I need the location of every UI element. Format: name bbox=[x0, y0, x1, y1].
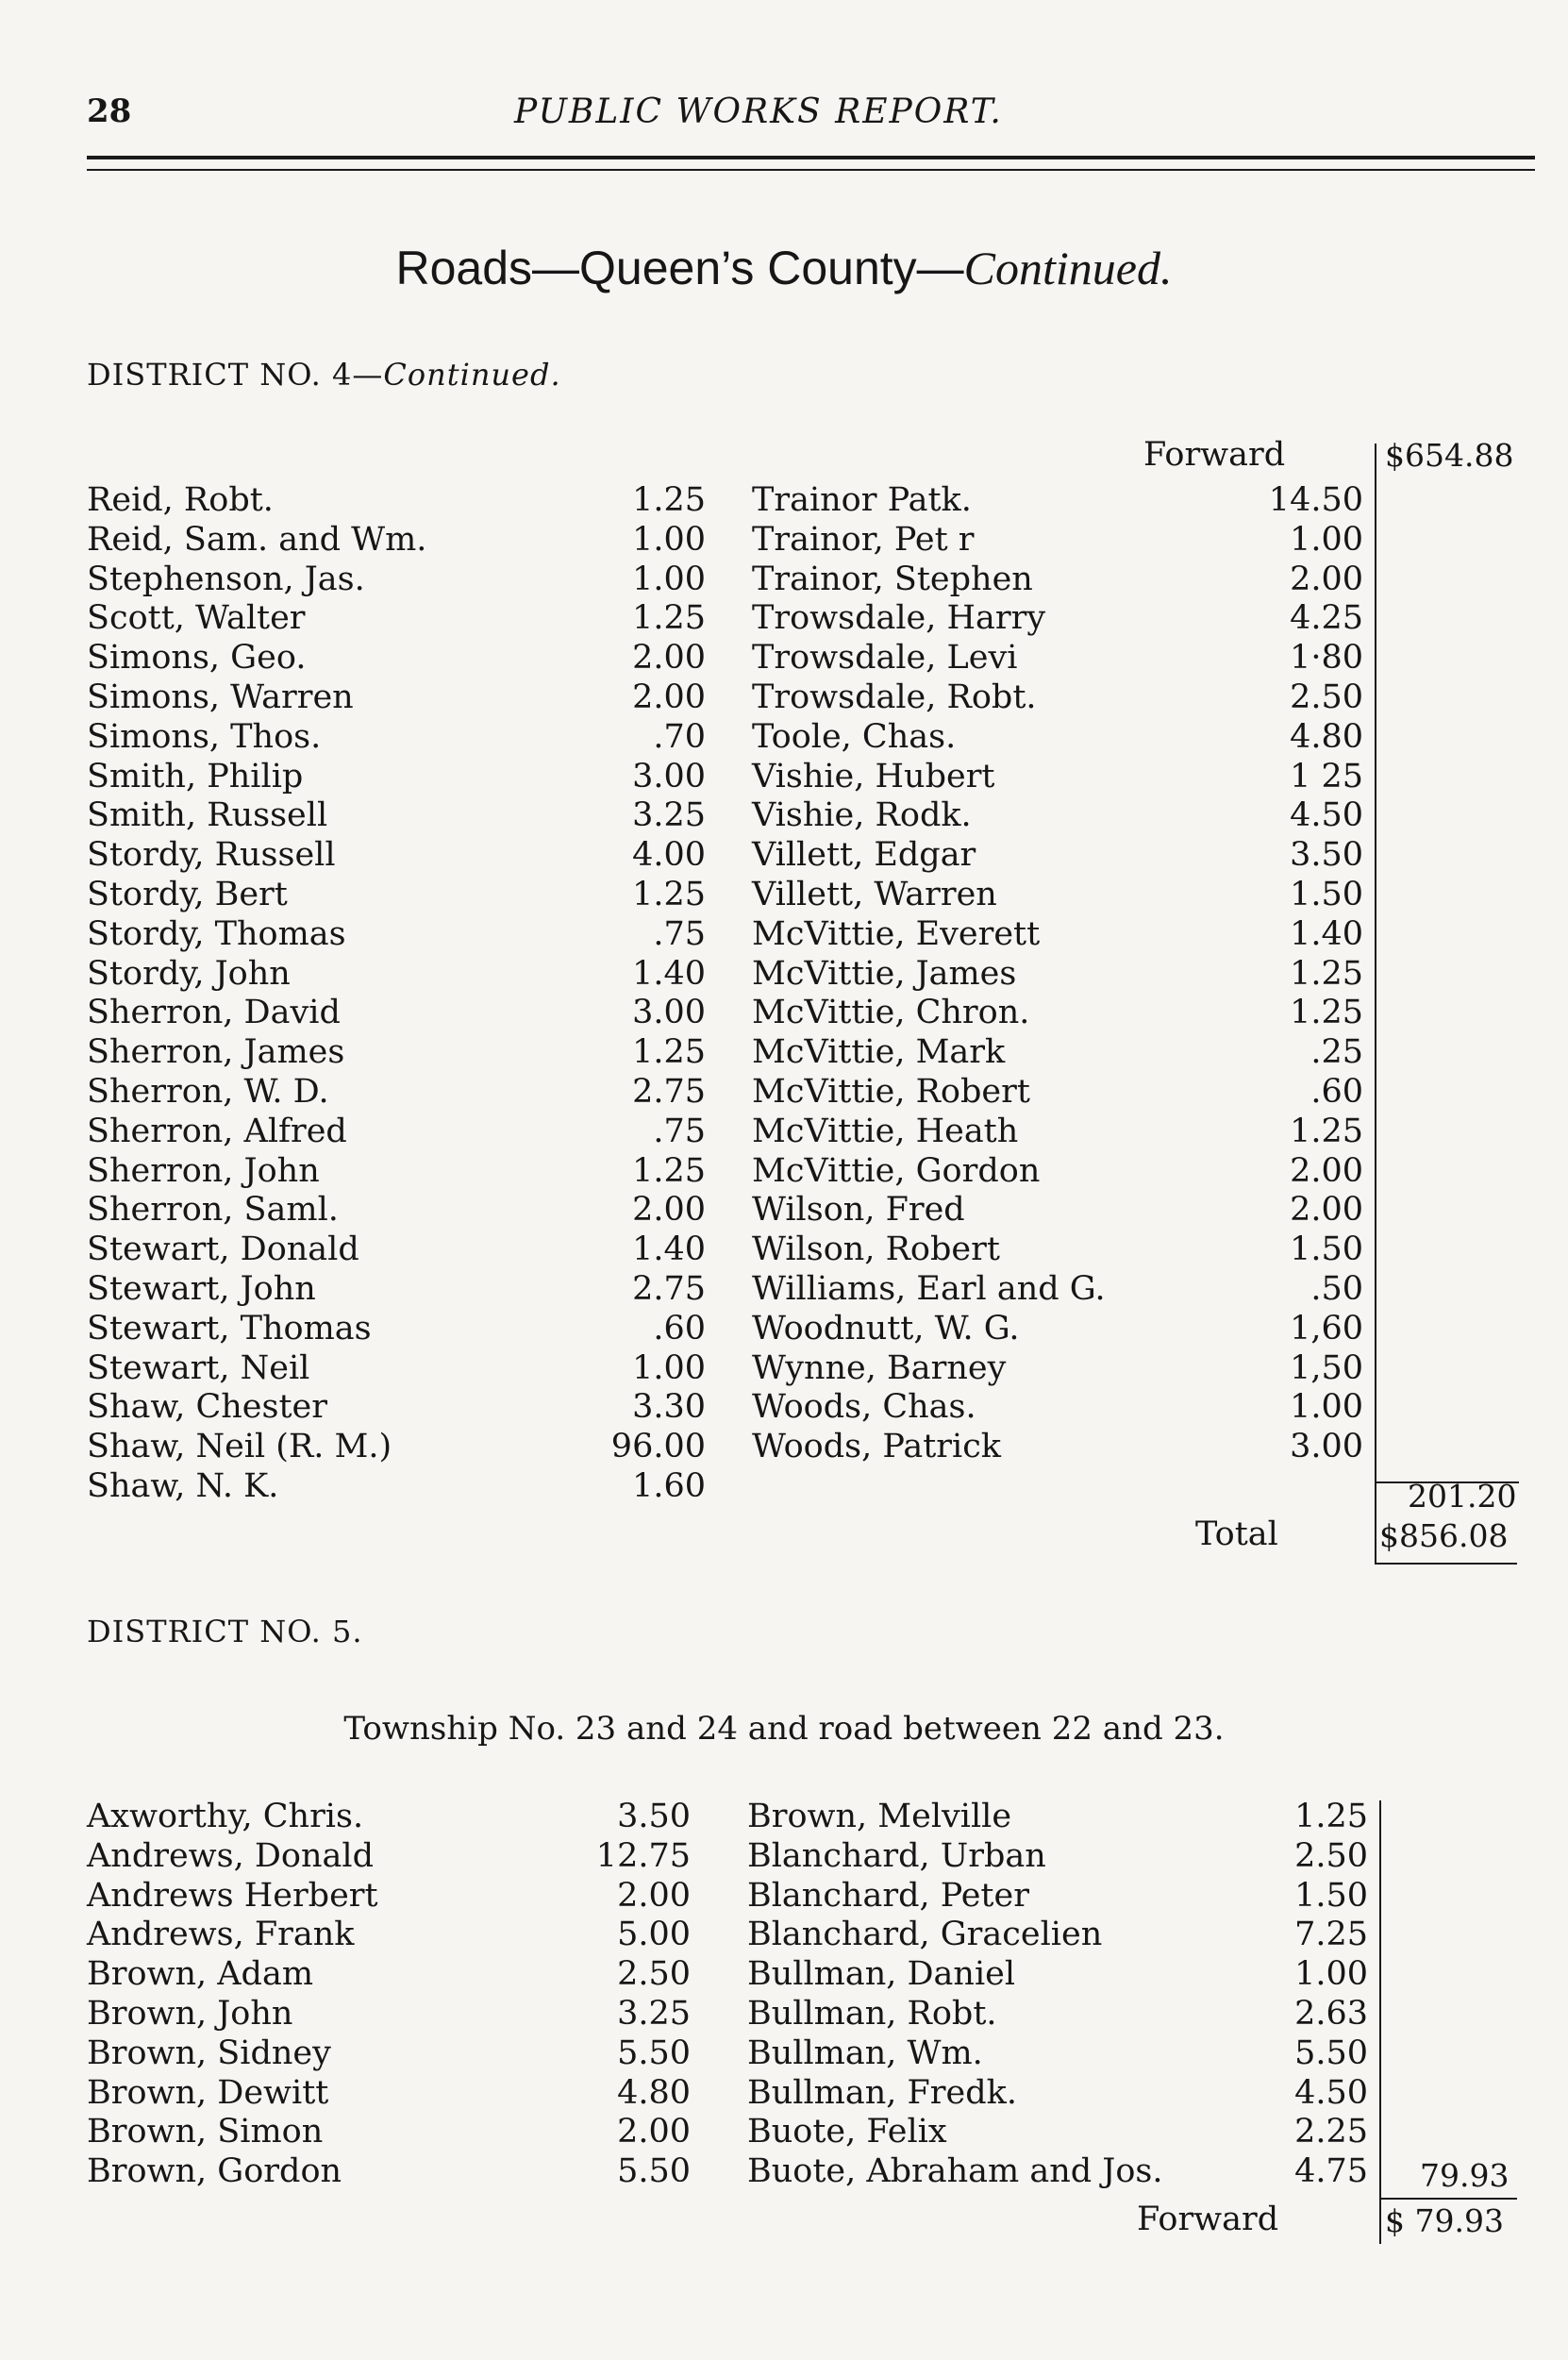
ledger-name: Trainor, Pet r bbox=[752, 520, 975, 559]
ledger-amount: 4.50 bbox=[1290, 796, 1363, 835]
ledger-amount: 2.00 bbox=[617, 2113, 691, 2151]
ledger-name: Brown, Dewitt bbox=[87, 2073, 329, 2112]
ledger-name: Trowsdale, Levi bbox=[752, 639, 1018, 678]
district-4-heading-continued: Continued. bbox=[383, 357, 561, 393]
ledger-name: Brown, Sidney bbox=[87, 2034, 331, 2072]
ledger-row bbox=[747, 1994, 1368, 2034]
ledger-row bbox=[752, 717, 1363, 757]
ledger-row bbox=[87, 638, 706, 678]
ledger-name: Smith, Philip bbox=[87, 757, 304, 795]
header-rule-thin bbox=[87, 169, 1535, 171]
ledger-name: Trainor Patk. bbox=[752, 481, 972, 519]
ledger-amount: 1.40 bbox=[632, 954, 706, 993]
ledger-amount: .25 bbox=[1310, 1033, 1363, 1072]
district-4-sum-column-rule bbox=[1375, 444, 1376, 1565]
ledger-row bbox=[87, 1797, 691, 1836]
ledger-row bbox=[87, 795, 706, 835]
ledger-name: Andrews Herbert bbox=[87, 1876, 378, 1915]
ledger-row bbox=[752, 1032, 1363, 1072]
ledger-amount: 1.25 bbox=[1290, 954, 1363, 993]
ledger-row bbox=[752, 560, 1363, 599]
ledger-name: Williams, Earl and G. bbox=[752, 1270, 1106, 1308]
ledger-row bbox=[87, 954, 706, 994]
ledger-amount: 2.00 bbox=[632, 678, 706, 716]
district-5-subtotal: 79.93 bbox=[1420, 2157, 1510, 2194]
district-5-forward-value: $ 79.93 bbox=[1385, 2202, 1504, 2239]
ledger-name: Simons, Thos. bbox=[87, 717, 322, 756]
ledger-name: Stordy, Russell bbox=[87, 836, 336, 875]
ledger-name: Villett, Edgar bbox=[752, 836, 976, 875]
ledger-row bbox=[752, 678, 1363, 717]
ledger-amount: 3.30 bbox=[632, 1388, 706, 1427]
ledger-row bbox=[87, 1112, 706, 1151]
ledger-name: Axworthy, Chris. bbox=[87, 1798, 364, 1835]
ledger-amount: 1.00 bbox=[632, 560, 706, 598]
ledger-name: Sherron, David bbox=[87, 994, 341, 1032]
ledger-amount: 5.50 bbox=[1294, 2034, 1368, 2072]
ledger-amount: 4.00 bbox=[632, 836, 706, 875]
ledger-name: Brown, Melville bbox=[747, 1798, 1012, 1835]
district-4-total-label: Total bbox=[1195, 1515, 1278, 1553]
ledger-amount: 1.25 bbox=[1294, 1798, 1368, 1835]
ledger-amount: 2.00 bbox=[632, 639, 706, 678]
ledger-name: Reid, Sam. and Wm. bbox=[87, 520, 427, 559]
ledger-amount: 4.25 bbox=[1290, 599, 1363, 638]
ledger-row bbox=[87, 1387, 706, 1427]
ledger-amount: 1.25 bbox=[1290, 1112, 1363, 1150]
ledger-row bbox=[87, 1190, 706, 1230]
ledger-row bbox=[747, 1954, 1368, 1994]
running-head: PUBLIC WORKS REPORT. bbox=[514, 92, 1003, 131]
ledger-row bbox=[87, 757, 706, 796]
ledger-amount: 1 25 bbox=[1290, 757, 1363, 795]
ledger-amount: 1.00 bbox=[632, 1348, 706, 1387]
ledger-row bbox=[87, 875, 706, 914]
ledger-name: Shaw, Chester bbox=[87, 1388, 327, 1427]
ledger-name: McVittie, Gordon bbox=[752, 1151, 1041, 1190]
ledger-amount: 1.60 bbox=[632, 1467, 706, 1505]
ledger-name: Bullman, Fredk. bbox=[747, 2073, 1017, 2112]
ledger-row bbox=[752, 638, 1363, 678]
ledger-row bbox=[747, 1797, 1368, 1836]
ledger-row bbox=[87, 1269, 706, 1309]
district-4-forward-value: $654.88 bbox=[1385, 437, 1514, 474]
ledger-row bbox=[752, 598, 1363, 638]
ledger-amount: 2.75 bbox=[632, 1073, 706, 1111]
district-4-forward-label: Forward bbox=[1143, 436, 1286, 474]
ledger-amount: .60 bbox=[1310, 1073, 1363, 1111]
ledger-name: Villett, Warren bbox=[752, 876, 997, 913]
ledger-name: Stewart, Donald bbox=[87, 1230, 359, 1269]
ledger-amount: 1.50 bbox=[1290, 1230, 1363, 1269]
ledger-name: McVittie, Robert bbox=[752, 1073, 1030, 1111]
ledger-amount: 5.00 bbox=[617, 1916, 691, 1954]
ledger-amount: 1·80 bbox=[1290, 639, 1363, 678]
ledger-amount: 2.00 bbox=[617, 1876, 691, 1915]
ledger-name: Simons, Geo. bbox=[87, 639, 307, 678]
district-5-sum-column-rule bbox=[1379, 1800, 1381, 2244]
ledger-name: Brown, Simon bbox=[87, 2113, 324, 2151]
district-5-heading: DISTRICT NO. 5. bbox=[87, 1614, 363, 1649]
ledger-amount: .60 bbox=[653, 1309, 706, 1347]
ledger-amount: 3.00 bbox=[632, 994, 706, 1032]
ledger-row bbox=[752, 1112, 1363, 1151]
ledger-amount: 3.50 bbox=[617, 1798, 691, 1835]
district-4-heading-text: DISTRICT NO. 4— bbox=[87, 357, 384, 393]
ledger-name: Blanchard, Gracelien bbox=[747, 1916, 1103, 1954]
ledger-row bbox=[747, 1836, 1368, 1876]
ledger-amount: 1.25 bbox=[632, 481, 706, 519]
ledger-name: Vishie, Hubert bbox=[752, 757, 995, 795]
ledger-amount: 2.00 bbox=[1290, 1151, 1363, 1190]
district-4-total-rule bbox=[1376, 1563, 1517, 1565]
ledger-name: Sherron, John bbox=[87, 1151, 320, 1190]
ledger-row bbox=[87, 2034, 691, 2073]
ledger-amount: 2.00 bbox=[1290, 560, 1363, 598]
ledger-row bbox=[752, 875, 1363, 914]
ledger-name: Stewart, John bbox=[87, 1270, 316, 1308]
ledger-row bbox=[752, 993, 1363, 1032]
ledger-amount: 2.50 bbox=[1294, 1836, 1368, 1875]
ledger-row bbox=[747, 1915, 1368, 1954]
ledger-row bbox=[87, 1348, 706, 1388]
ledger-amount: 2.00 bbox=[632, 1191, 706, 1230]
district-5-subtotal-rule bbox=[1380, 2198, 1517, 2200]
ledger-amount: 2.50 bbox=[1290, 678, 1363, 716]
ledger-name: Sherron, Saml. bbox=[87, 1191, 339, 1230]
ledger-amount: .75 bbox=[653, 1112, 706, 1150]
ledger-amount: .75 bbox=[653, 914, 706, 953]
ledger-row bbox=[752, 835, 1363, 875]
ledger-row bbox=[87, 993, 706, 1032]
ledger-name: Toole, Chas. bbox=[752, 717, 957, 756]
ledger-row bbox=[87, 1072, 706, 1112]
ledger-row bbox=[87, 835, 706, 875]
ledger-amount: 3.00 bbox=[632, 757, 706, 795]
ledger-name: Wilson, Robert bbox=[752, 1230, 1000, 1269]
ledger-amount: 2.00 bbox=[1290, 1191, 1363, 1230]
ledger-name: Woods, Chas. bbox=[752, 1388, 976, 1427]
ledger-amount: 1.00 bbox=[1290, 520, 1363, 559]
ledger-amount: 1.00 bbox=[632, 520, 706, 559]
ledger-name: Blanchard, Peter bbox=[747, 1876, 1029, 1915]
ledger-name: Sherron, Alfred bbox=[87, 1112, 347, 1150]
ledger-name: Buote, Abraham and Jos. bbox=[747, 2152, 1163, 2191]
ledger-row bbox=[752, 795, 1363, 835]
ledger-row bbox=[87, 1915, 691, 1954]
ledger-row bbox=[87, 1151, 706, 1191]
ledger-amount: 2.75 bbox=[632, 1270, 706, 1308]
ledger-name: Trowsdale, Harry bbox=[752, 599, 1046, 638]
ledger-amount: 1.25 bbox=[632, 876, 706, 913]
ledger-name: Andrews, Donald bbox=[87, 1836, 374, 1875]
ledger-name: Stewart, Thomas bbox=[87, 1309, 372, 1347]
header-rule bbox=[87, 156, 1535, 159]
ledger-name: Brown, Gordon bbox=[87, 2152, 342, 2191]
ledger-row bbox=[87, 480, 706, 520]
district-5-forward-label: Forward bbox=[1137, 2201, 1279, 2238]
ledger-row bbox=[87, 1836, 691, 1876]
ledger-name: McVittie, James bbox=[752, 954, 1017, 993]
ledger-row bbox=[87, 1230, 706, 1269]
ledger-name: McVittie, Everett bbox=[752, 914, 1041, 953]
ledger-name: Sherron, W. D. bbox=[87, 1073, 329, 1111]
ledger-amount: 4.75 bbox=[1294, 2152, 1368, 2191]
ledger-name: Scott, Walter bbox=[87, 599, 306, 638]
ledger-amount: 1.50 bbox=[1290, 876, 1363, 913]
ledger-amount: .50 bbox=[1310, 1270, 1363, 1308]
ledger-amount: 2.63 bbox=[1294, 1995, 1368, 2033]
ledger-amount: 1.00 bbox=[1294, 1955, 1368, 1994]
ledger-amount: 2.25 bbox=[1294, 2113, 1368, 2151]
ledger-row bbox=[87, 1876, 691, 1916]
ledger-name: Wynne, Barney bbox=[752, 1348, 1007, 1387]
ledger-amount: 3.50 bbox=[1290, 836, 1363, 875]
ledger-row bbox=[752, 1348, 1363, 1388]
ledger-row bbox=[87, 1994, 691, 2034]
ledger-amount: 4.80 bbox=[617, 2073, 691, 2112]
ledger-name: McVittie, Chron. bbox=[752, 994, 1030, 1032]
ledger-name: Andrews, Frank bbox=[87, 1916, 355, 1954]
ledger-row bbox=[747, 2151, 1368, 2191]
section-title bbox=[0, 241, 1568, 295]
ledger-row bbox=[747, 1876, 1368, 1916]
ledger-row bbox=[752, 1072, 1363, 1112]
ledger-amount: 1.40 bbox=[1290, 914, 1363, 953]
ledger-amount: 12.75 bbox=[595, 1836, 691, 1875]
ledger-name: Simons, Warren bbox=[87, 678, 354, 716]
ledger-row bbox=[87, 1466, 706, 1506]
ledger-amount: 1.00 bbox=[1290, 1388, 1363, 1427]
ledger-amount: 4.80 bbox=[1290, 717, 1363, 756]
ledger-amount: 3.25 bbox=[617, 1995, 691, 2033]
ledger-row bbox=[752, 757, 1363, 796]
ledger-amount: 3.25 bbox=[632, 796, 706, 835]
ledger-row bbox=[752, 1387, 1363, 1427]
ledger-amount: 1.25 bbox=[632, 1151, 706, 1190]
ledger-row bbox=[87, 1427, 706, 1466]
ledger-row bbox=[752, 520, 1363, 560]
ledger-row bbox=[752, 480, 1363, 520]
ledger-name: Sherron, James bbox=[87, 1033, 345, 1072]
ledger-name: McVittie, Mark bbox=[752, 1033, 1006, 1072]
ledger-row bbox=[87, 1309, 706, 1348]
ledger-row bbox=[752, 1230, 1363, 1269]
ledger-name: Wilson, Fred bbox=[752, 1191, 965, 1230]
ledger-amount: 2.50 bbox=[617, 1955, 691, 1994]
ledger-name: Smith, Russell bbox=[87, 796, 328, 835]
ledger-amount: 1.25 bbox=[632, 1033, 706, 1072]
ledger-row bbox=[87, 2151, 691, 2191]
ledger-amount: 1.40 bbox=[632, 1230, 706, 1269]
ledger-row bbox=[747, 2034, 1368, 2073]
ledger-amount: 1,60 bbox=[1290, 1309, 1363, 1347]
ledger-row bbox=[747, 2073, 1368, 2113]
district-4-total-value: $856.08 bbox=[1379, 1517, 1509, 1554]
ledger-row bbox=[87, 2112, 691, 2151]
ledger-row bbox=[87, 1032, 706, 1072]
ledger-name: Bullman, Wm. bbox=[747, 2034, 983, 2072]
ledger-row bbox=[752, 914, 1363, 954]
ledger-name: Woodnutt, W. G. bbox=[752, 1309, 1020, 1347]
ledger-amount: 5.50 bbox=[617, 2152, 691, 2191]
ledger-row bbox=[752, 1269, 1363, 1309]
ledger-row bbox=[87, 520, 706, 560]
ledger-amount: 1.25 bbox=[1290, 994, 1363, 1032]
ledger-name: Brown, Adam bbox=[87, 1955, 314, 1994]
ledger-amount: 96.00 bbox=[610, 1428, 706, 1466]
ledger-name: Brown, John bbox=[87, 1995, 293, 2033]
ledger-row bbox=[87, 914, 706, 954]
ledger-row bbox=[87, 717, 706, 757]
ledger-name: Trainor, Stephen bbox=[752, 560, 1033, 598]
ledger-name: Stordy, Thomas bbox=[87, 914, 346, 953]
ledger-name: Stewart, Neil bbox=[87, 1348, 310, 1387]
ledger-name: Stordy, Bert bbox=[87, 876, 288, 913]
district-4-subtotal: 201.20 bbox=[1408, 1478, 1517, 1515]
district-4-heading bbox=[87, 357, 561, 393]
ledger-amount: 3.00 bbox=[1290, 1428, 1363, 1466]
ledger-row bbox=[87, 598, 706, 638]
ledger-name: Shaw, Neil (R. M.) bbox=[87, 1428, 392, 1466]
ledger-name: McVittie, Heath bbox=[752, 1112, 1019, 1150]
ledger-name: Trowsdale, Robt. bbox=[752, 678, 1037, 716]
ledger-amount: 1.50 bbox=[1294, 1876, 1368, 1915]
ledger-name: Vishie, Rodk. bbox=[752, 796, 972, 835]
ledger-name: Stephenson, Jas. bbox=[87, 560, 365, 598]
ledger-name: Shaw, N. K. bbox=[87, 1467, 279, 1505]
ledger-row bbox=[87, 678, 706, 717]
ledger-amount: 1,50 bbox=[1290, 1348, 1363, 1387]
section-title-continued: Continued. bbox=[963, 242, 1173, 294]
ledger-row bbox=[752, 1427, 1363, 1466]
district-5-township: Township No. 23 and 24 and road between 22 and 23. bbox=[343, 1710, 1225, 1748]
section-title-main: Roads—Queen’s County— bbox=[395, 242, 964, 294]
ledger-row bbox=[752, 1309, 1363, 1348]
ledger-name: Bullman, Daniel bbox=[747, 1955, 1016, 1994]
ledger-row bbox=[752, 1151, 1363, 1191]
ledger-amount: 5.50 bbox=[617, 2034, 691, 2072]
ledger-amount: 7.25 bbox=[1294, 1916, 1368, 1954]
ledger-name: Bullman, Robt. bbox=[747, 1995, 997, 2033]
ledger-row bbox=[87, 560, 706, 599]
ledger-name: Stordy, John bbox=[87, 954, 291, 993]
ledger-amount: 14.50 bbox=[1268, 481, 1363, 519]
page-number: 28 bbox=[87, 92, 132, 130]
ledger-amount: 4.50 bbox=[1294, 2073, 1368, 2112]
ledger-row bbox=[87, 1954, 691, 1994]
ledger-row bbox=[752, 954, 1363, 994]
ledger-amount: 1.25 bbox=[632, 599, 706, 638]
ledger-name: Blanchard, Urban bbox=[747, 1836, 1046, 1875]
ledger-row bbox=[87, 2073, 691, 2113]
ledger-amount: .70 bbox=[653, 717, 706, 756]
ledger-row bbox=[752, 1190, 1363, 1230]
ledger-name: Reid, Robt. bbox=[87, 481, 274, 519]
ledger-name: Buote, Felix bbox=[747, 2113, 947, 2151]
ledger-name: Woods, Patrick bbox=[752, 1428, 1002, 1466]
ledger-row bbox=[747, 2112, 1368, 2151]
